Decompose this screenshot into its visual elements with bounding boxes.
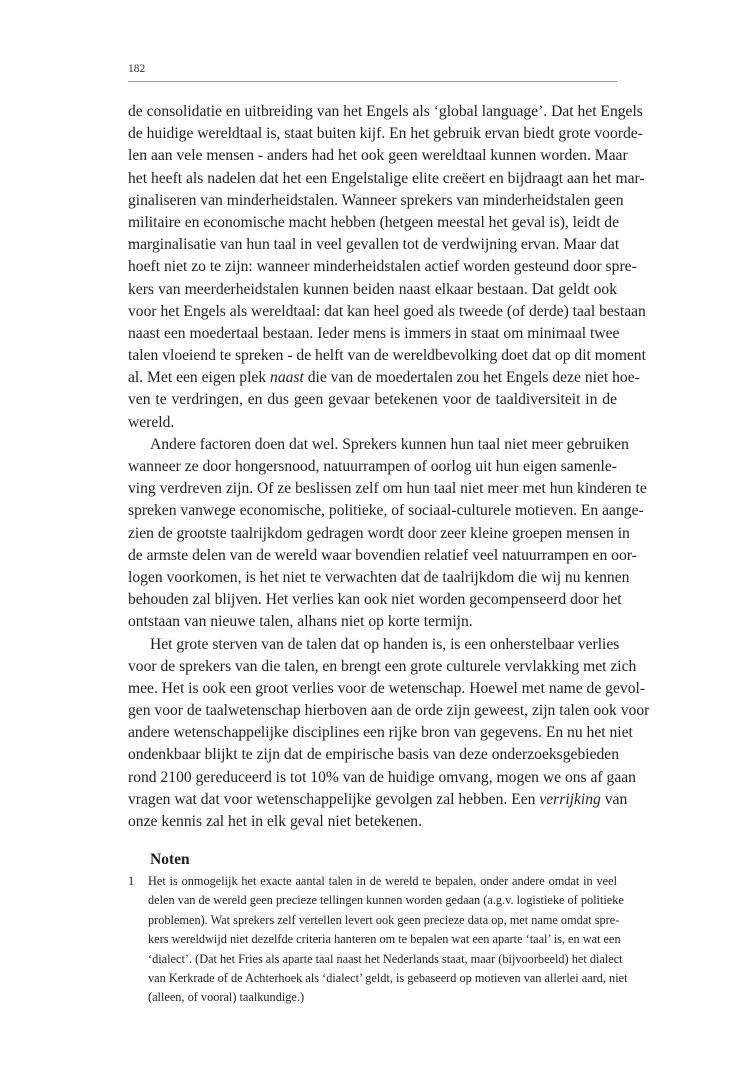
text-line: hoeft niet zo te zijn: wanneer minderheidstalen actief worden gesteund door spre- [128, 258, 637, 276]
text-segment: vragen wat dat voor wetenschappelijke gevolgen zal hebben. Een [128, 790, 540, 808]
text-line: voor het Engels als wereldtaal: dat kan heel goed als tweede (of derde) taal bestaan [128, 302, 646, 320]
text-segment: die van de moedertalen zou het Engels deze niet hoe- [303, 369, 640, 387]
text-line: ginaliseren van minderheidstalen. Wanneer sprekers van minderheidstalen geen [128, 191, 624, 209]
text-segment: al. Met een eigen plek [128, 369, 271, 387]
footnote-line: kers wereldwijd niet dezelfde criteria hanteren om te bepalen wat een aparte ‘taal’ is, en wat een [148, 932, 621, 947]
footnote-line: problemen). Wat sprekers zelf vertellen levert ook geen precieze data op, met name omdat spre- [148, 912, 620, 927]
text-line: andere wetenschappelijke disciplines een rijke bron van gegevens. En nu het niet [128, 724, 633, 742]
text-line: len aan vele mensen - anders had het ook geen wereldtaal kunnen worden. Maar [128, 147, 628, 165]
text-line: het heeft als nadelen dat het een Engelstalige elite creëert en bijdraagt aan het mar- [128, 169, 645, 187]
footnote-number: 1 [128, 874, 135, 888]
footnote [128, 872, 628, 1008]
text-line: zien de grootste taalrijkdom gedragen wordt door zeer kleine groepen mensen in [128, 524, 630, 542]
text-line: rond 2100 gereduceerd is tot 10% van de huidige omvang, mogen we ons af gaan [128, 768, 636, 786]
text-line: de armste delen van de wereld waar bovendien relatief veel natuurrampen en oor- [128, 546, 637, 564]
text-line: ving verdreven zijn. Of ze beslissen zelf om hun taal niet meer met hun kinderen te [128, 480, 647, 498]
text-segment: van [600, 790, 628, 808]
text-line: talen vloeiend te spreken - de helft van de wereldbevolking doet dat op dit moment [128, 347, 646, 365]
text-line: ontstaan van nieuwe talen, alhans niet op korte termijn. [128, 613, 473, 631]
footnote-line: van Kerkrade of de Achterhoek als ‘dialect’ geldt, is gebaseerd op motieven van allerlei aard, niet [148, 970, 628, 985]
text-line: ondenkbaar blijkt te zijn dat de empirische basis van deze onderzoeksgebieden [128, 746, 620, 764]
text-line: wereld. [128, 413, 175, 431]
text-line: kers van meerderheidstalen kunnen beiden naast elkaar bestaan. Dat geldt ook [128, 280, 617, 298]
text-line [128, 367, 640, 389]
body-text [128, 101, 650, 833]
page-number: 182 [128, 63, 146, 75]
text-line: ven te verdringen, en dus geen gevaar betekenen voor de taaldiversiteit in de [128, 391, 617, 409]
text-line: gen voor de taalwetenschap hierboven aan de orde zijn geweest, zijn talen ook voor [128, 702, 650, 720]
text-line: behouden zal blijven. Het verlies kan ook niet worden gecompenseerd door het [128, 591, 622, 609]
text-line: mee. Het is ook een groot verlies voor de wetenschap. Hoewel met name de gevol- [128, 679, 646, 697]
notes-heading: Noten [150, 851, 190, 868]
footnote-line: Het is onmogelijk het exacte aantal talen in de wereld te bepalen, onder andere omdat in veel [148, 874, 617, 888]
text-line: spreken vanwege economische, politieke, of sociaal-culturele motieven. En aange- [128, 502, 644, 520]
text-line: logen voorkomen, is het niet te verwachten dat de taalrijkdom die wij nu kennen [128, 568, 630, 586]
emphasis: naast [270, 369, 304, 387]
text-line: wanneer ze door hongersnood, natuurrampen of oorlog uit hun eigen samenle- [128, 458, 617, 475]
text-line: naast een moedertaal bestaan. Ieder mens is immers in staat om minimaal twee [128, 324, 620, 342]
running-header [128, 60, 617, 82]
text-line: militaire en economische macht hebben (hetgeen meestal het geval is), leidt de [128, 213, 620, 231]
emphasis: verrijking [539, 790, 601, 808]
footnote-line: (alleen, of vooral) taalkundige.) [148, 990, 305, 1005]
text-line: de huidige wereldtaal is, staat buiten kijf. En het gebruik ervan biedt grote voorde- [128, 125, 643, 143]
text-line: de consolidatie en uitbreiding van het Engels als ‘global language’. Dat het Engels [128, 103, 643, 120]
text-line: onze kennis zal het in elk geval niet betekenen. [128, 813, 422, 830]
text-line [128, 789, 628, 811]
footnote-line: delen van de wereld geen precieze tellingen kunnen worden gedaan (a.g.v. logistieke of politieke [148, 893, 624, 908]
text-line: marginalisatie van hun taal in veel gevallen tot de verdwijning ervan. Maar dat [128, 236, 620, 254]
notes-section [128, 850, 628, 1008]
text-line: voor de sprekers van die talen, en brengt een grote culturele vervlakking met zich [128, 657, 637, 675]
footnote-line: ‘dialect’. (Dat het Fries als aparte taal naast het Nederlands staat, maar (bijvoorbeeld) het dialect [148, 951, 623, 966]
text-line: Andere factoren doen dat wel. Sprekers kunnen hun taal niet meer gebruiken [150, 435, 629, 453]
text-line: Het grote sterven van de talen dat op handen is, is een onherstelbaar verlies [150, 635, 620, 653]
